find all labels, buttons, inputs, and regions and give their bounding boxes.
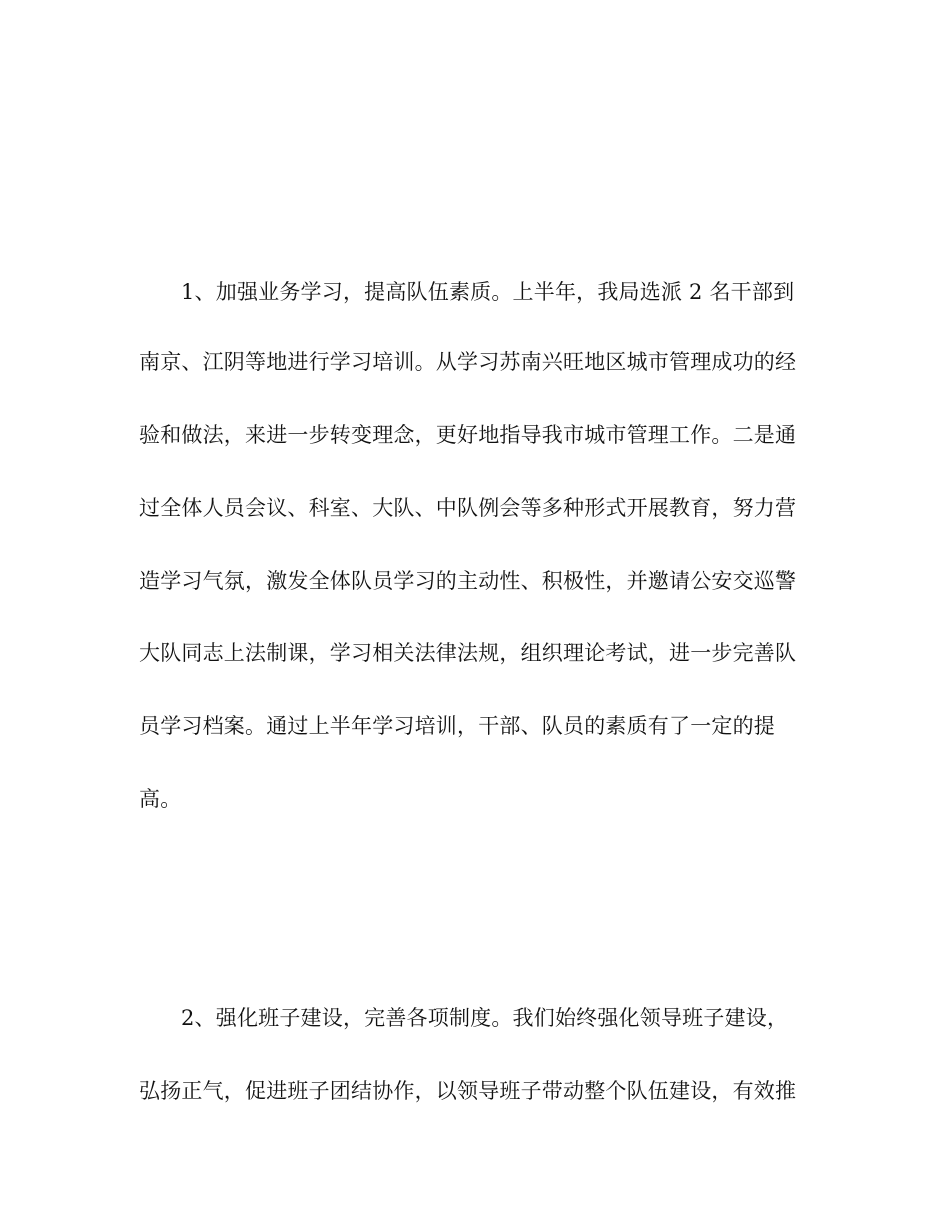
- paragraph-2-line-2: 弘扬正气，促进班子团结协作，以领导班子带动整个队伍建设，有效推: [139, 1079, 797, 1103]
- paragraph-1-line-3: 验和做法，来进一步转变理念，更好地指导我市城市管理工作。二是通: [139, 423, 797, 447]
- paragraph-1-line-4: 过全体人员会议、科室、大队、中队例会等多种形式开展教育，努力营: [139, 496, 797, 520]
- paragraph-1-line-2: 南京、江阴等地进行学习培训。从学习苏南兴旺地区城市管理成功的经: [139, 350, 797, 374]
- paragraph-1-line-6: 大队同志上法制课，学习相关法律法规，组织理论考试，进一步完善队: [139, 641, 797, 665]
- paragraph-1-line-5: 造学习气氛，激发全体队员学习的主动性、积极性，并邀请公安交巡警: [139, 569, 797, 593]
- paragraph-1-line-1: 1、加强业务学习，提高队伍素质。上半年，我局选派 2 名干部到: [181, 280, 795, 304]
- paragraph-1-line-8: 高。: [139, 787, 182, 811]
- paragraph-2-line-1: 2、强化班子建设，完善各项制度。我们始终强化领导班子建设，: [181, 1006, 789, 1030]
- paragraph-1-line-7: 员学习档案。通过上半年学习培训，干部、队员的素质有了一定的提: [139, 714, 775, 738]
